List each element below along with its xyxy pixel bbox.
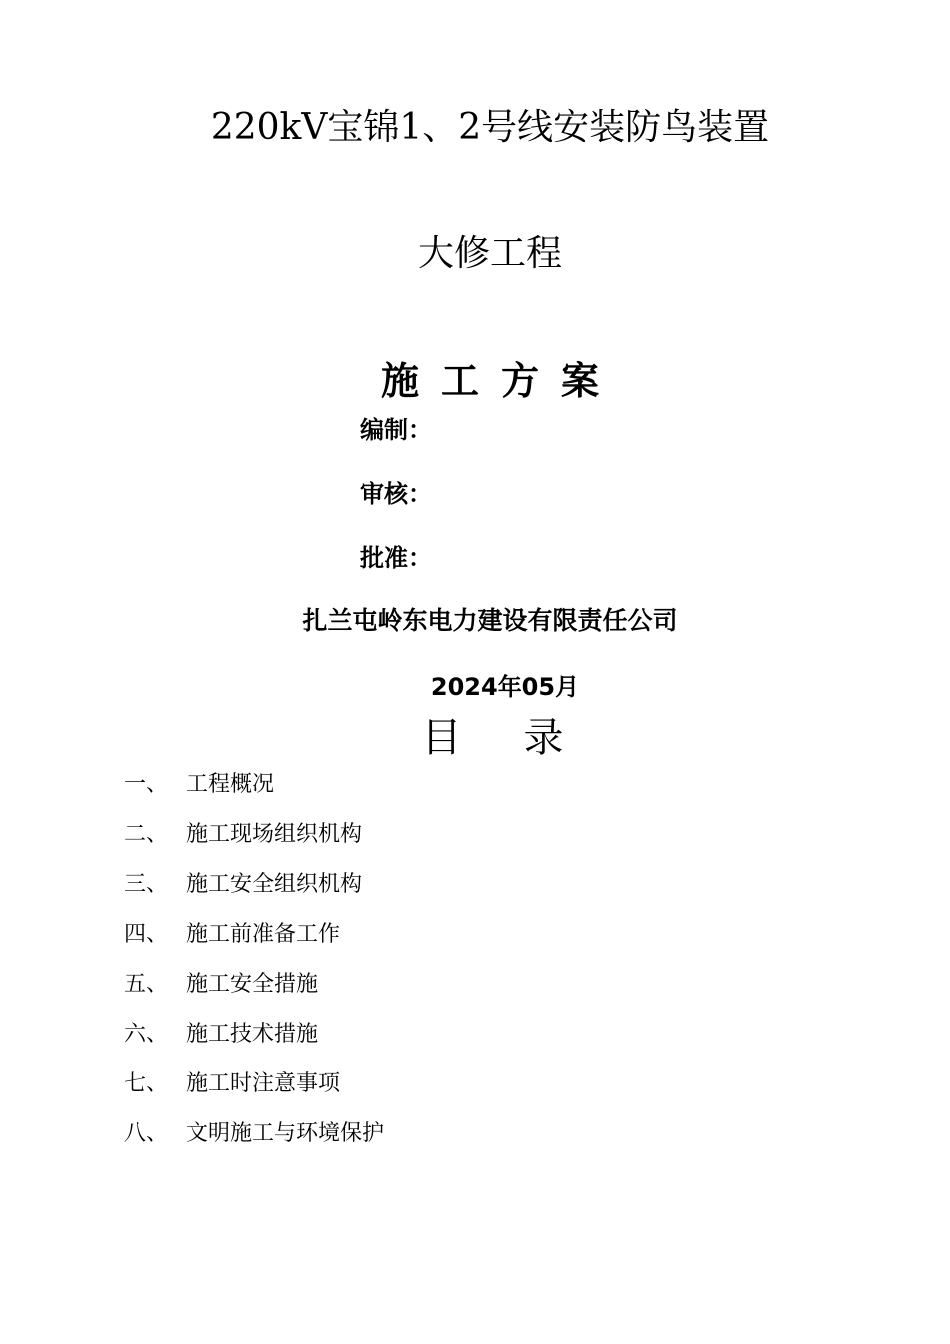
toc-item-label: 工程概况 [186,772,275,797]
toc-item [124,1119,384,1149]
toc-item-number: 八、 [124,1121,169,1146]
toc-item [124,770,274,800]
toc-item-number: 四、 [124,922,169,947]
toc-item [124,870,362,900]
document-title-line-2: 大修工程 [417,233,562,274]
document-date: 2024年05月 [430,673,580,701]
toc-item-label: 施工现场组织机构 [186,822,363,847]
toc-item-number: 七、 [124,1071,169,1096]
toc-item-label: 施工安全组织机构 [186,872,363,897]
company-name: 扎兰屯岭东电力建设有限责任公司 [302,606,678,635]
toc-item-label: 施工前准备工作 [186,922,341,947]
toc-item-number: 二、 [124,822,169,847]
toc-item [124,1069,340,1099]
compile-label: 编制： [360,416,432,444]
toc-item [124,820,362,850]
toc-item-number: 三、 [124,872,169,897]
toc-item [124,1020,318,1050]
review-label: 审核： [360,480,432,508]
toc-item-label: 施工安全措施 [186,972,319,997]
approve-label: 批准： [360,544,432,572]
toc-item-number: 五、 [124,972,169,997]
toc-item-number: 六、 [124,1022,169,1047]
toc-item [124,970,318,1000]
toc-heading: 目录 [421,715,626,761]
document-title-line-1: 220kV宝锦1、2号线安装防鸟装置 [210,107,770,148]
document-title-line-3: 施工方案 [380,358,621,403]
toc-item-number: 一、 [124,772,169,797]
toc-item-label: 文明施工与环境保护 [186,1121,385,1146]
toc-item-label: 施工时注意事项 [186,1071,341,1096]
toc-item [124,920,340,950]
toc-item-label: 施工技术措施 [186,1022,319,1047]
